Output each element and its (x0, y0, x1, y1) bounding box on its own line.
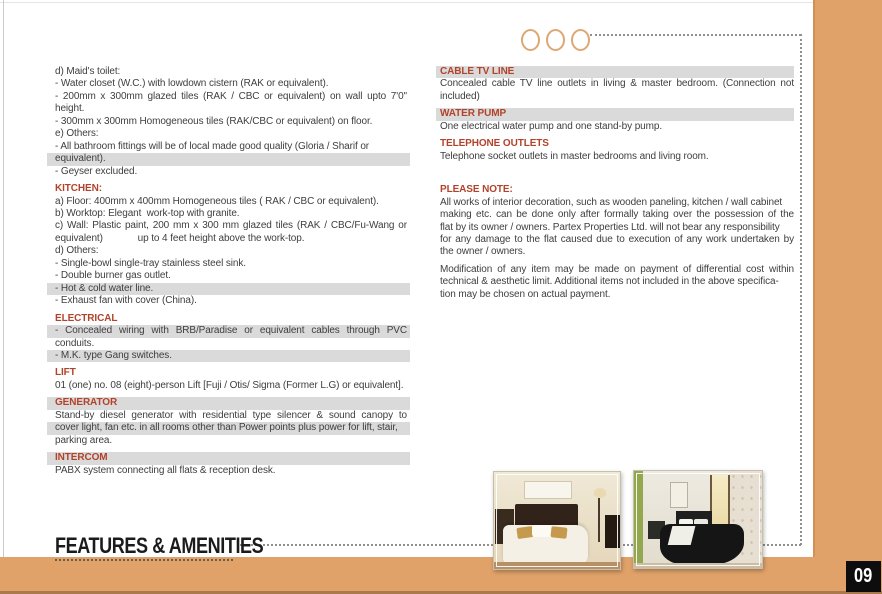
text-line: PABX system connecting all flats & reception desk. (55, 464, 276, 476)
circle-ornament (521, 29, 540, 51)
text-line: height. (55, 103, 85, 115)
section-heading: WATER PUMP (436, 108, 794, 120)
text-line: - Concealed wiring with BRB/Paradise or equivalent cables through PVC (47, 325, 410, 337)
circle-ornaments (521, 29, 590, 51)
photo2-inner-frame (636, 473, 760, 566)
circle-ornament (571, 29, 590, 51)
text-line: - Geyser excluded. (55, 165, 138, 177)
text-line: for any damage to the flat caused due to execution of any work undertaken by (440, 233, 794, 245)
text-line: - 300mm x 300mm Homogeneous tiles (RAK/CBC or equivalent) on floor. (55, 115, 373, 127)
page-left-edge-line (3, 0, 4, 557)
section-heading: ELECTRICAL (55, 312, 118, 324)
dotted-border-right (800, 34, 802, 545)
text-line: equivalent). (47, 153, 410, 165)
text-line: making etc. can be done only after formally taking over the possession of the (440, 209, 794, 221)
text-line: Stand-by diesel generator with residential type silencer & sound canopy to (55, 409, 407, 421)
section-heading: KITCHEN: (55, 183, 102, 195)
text-line: One electrical water pump and one stand-by pump. (440, 120, 662, 132)
text-line: All works of interior decoration, such as wooden paneling, kitchen / wall cabinet (440, 196, 783, 208)
text-line: tion may be chosen on actual payment. (440, 288, 611, 300)
text-line: - Exhaust fan with cover (China). (55, 295, 197, 307)
text-line: - All bathroom fittings will be of local made good quality (Gloria / Sharif or (55, 140, 370, 152)
text-line: included) (440, 90, 480, 102)
text-line: c) Wall: Plastic paint, 200 mm x 300 mm glazed tiles (RAK / CBC/Fu-Wang or (55, 220, 407, 232)
text-line: Telephone socket outlets in master bedrooms and living room. (440, 150, 709, 162)
text-line: b) Worktop: Elegant work-top with granite. (55, 207, 240, 219)
text-line: technical & aesthetic limit. Additional items not included in the above specifica- (440, 276, 779, 288)
text-line: the owner / owners. (440, 246, 526, 258)
right-margin-band (813, 0, 882, 594)
page-number-badge (846, 561, 881, 592)
text-line: e) Others: (55, 128, 99, 140)
page-title: FEATURES & AMENITIES (55, 533, 264, 558)
text-line: a) Floor: 400mm x 400mm Homogeneous tiles ( RAK / CBC or equivalent). (55, 195, 379, 207)
text-line: - Water closet (W.C.) with lowdown cistern (RAK or equivalent). (55, 78, 329, 90)
bedroom-photo-1 (493, 471, 621, 570)
text-line: Modification of any item may be made on payment of differential cost within (440, 263, 794, 275)
text-line: parking area. (55, 434, 113, 446)
left-text-column (55, 66, 407, 477)
text-line: - Double burner gas outlet. (55, 270, 171, 282)
section-heading: LIFT (55, 367, 76, 379)
text-line: d) Maid's toilet: (55, 66, 121, 77)
text-line: conduits. (55, 337, 95, 349)
text-line: Concealed cable TV line outlets in living & master bedroom. (Connection not (440, 78, 794, 90)
section-heading: PLEASE NOTE: (440, 184, 513, 196)
section-heading: INTERCOM (47, 452, 410, 464)
right-text-column (440, 66, 794, 301)
text-line: equivalent) up to 4 feet height above the work-top. (55, 232, 305, 244)
section-heading: GENERATOR (47, 397, 410, 409)
text-line: flat by its owner / owners. Partex Properties Ltd. will not bear any responsibility (440, 221, 780, 233)
section-heading: CABLE TV LINE (436, 66, 794, 78)
text-line: - Hot & cold water line. (47, 283, 410, 295)
bedroom-photo-2 (633, 470, 763, 569)
text-line: - Single-bowl single-tray stainless steel sink. (55, 257, 246, 269)
photo1-inner-frame (496, 474, 618, 567)
text-line: d) Others: (55, 245, 99, 257)
dotted-border-top (590, 34, 801, 36)
page-top-edge-line (0, 2, 813, 3)
text-line: - 200mm x 300mm glazed tiles (RAK / CBC or equivalent) on wall upto 7'0" (55, 90, 407, 102)
text-line: cover light, fan etc. in all rooms other than Power points plus power for lift, stair, (47, 422, 410, 434)
page-number: 09 (854, 565, 873, 587)
text-line: 01 (one) no. 08 (eight)-person Lift [Fuji / Otis/ Sigma (Former L.G) or equivalent]. (55, 379, 404, 391)
text-line: - M.K. type Gang switches. (47, 350, 410, 362)
section-heading: TELEPHONE OUTLETS (440, 138, 549, 150)
circle-ornament (546, 29, 565, 51)
dotted-title-underline (55, 559, 233, 561)
